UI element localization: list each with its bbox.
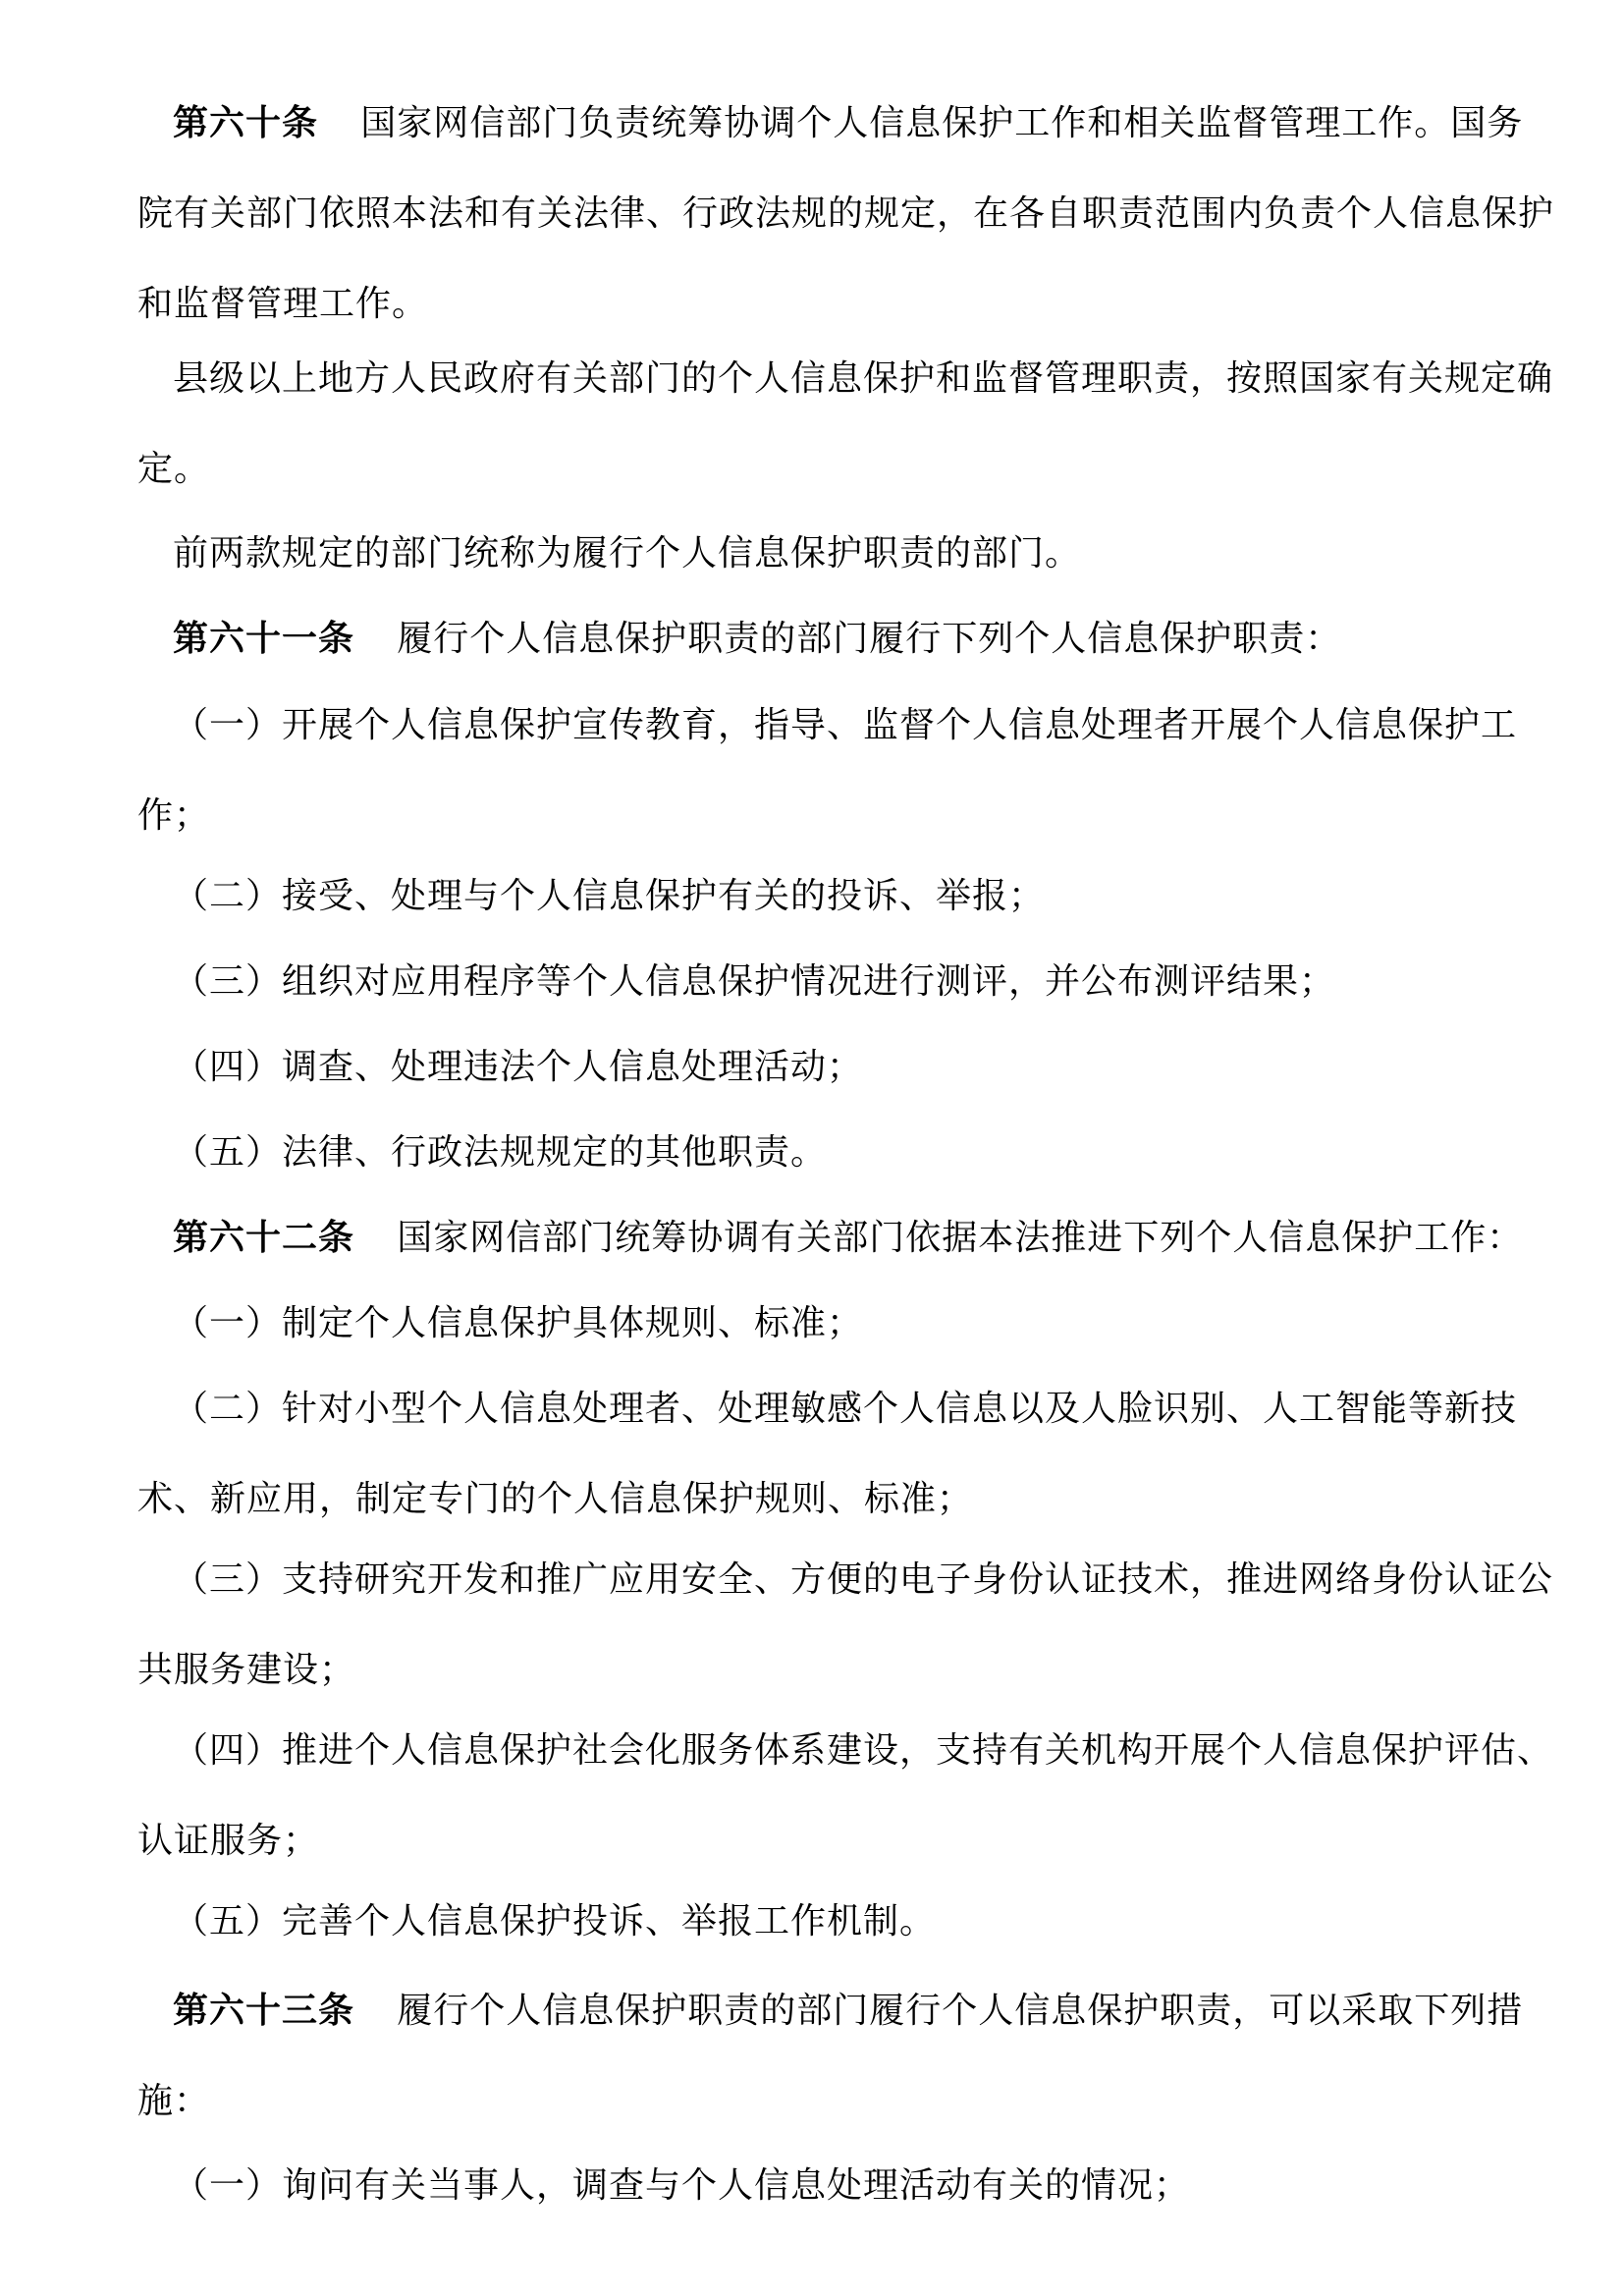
article-60-paragraph-2: [137, 334, 1558, 515]
article-61-text-1: 履行个人信息保护职责的部门履行下列个人信息保护职责：: [397, 619, 1342, 659]
article-63-item-1-text: （一）询问有关当事人，调查与个人信息处理活动有关的情况；: [173, 2165, 1191, 2206]
article-62-item-1-text: （一）制定个人信息保护具体规则、标准；: [173, 1303, 864, 1343]
article-61-item-1-text: （一）开展个人信息保护宣传教育，指导、监督个人信息处理者开展个人信息保护工作；: [137, 705, 1518, 836]
article-62-paragraph-1: [137, 1193, 1558, 1284]
article-61-item-2: [137, 851, 1558, 942]
article-61-item-4-text: （四）调查、处理违法个人信息处理活动；: [173, 1047, 864, 1087]
article-62-item-3: [137, 1535, 1558, 1716]
article-62-item-4: [137, 1706, 1561, 1886]
article-62-item-2: [137, 1364, 1558, 1545]
article-62-item-2-text: （二）针对小型个人信息处理者、处理敏感个人信息以及人脸识别、人工智能等新技术、新应用，制定专门的个人信息保护规则、标准；: [137, 1389, 1518, 1519]
article-61-item-3: [137, 937, 1558, 1027]
article-61-item-4: [137, 1022, 1558, 1113]
article-62-item-3-text: （三）支持研究开发和推广应用安全、方便的电子身份认证技术，推进网络身份认证公共服务建设；: [137, 1559, 1554, 1690]
article-61-paragraph-1: [137, 594, 1558, 684]
article-62-item-4-text: （四）推进个人信息保护社会化服务体系建设，支持有关机构开展个人信息保护评估、认证服务；: [137, 1730, 1554, 1861]
article-61-item-3-text: （三）组织对应用程序等个人信息保护情况进行测评，并公布测评结果；: [173, 961, 1336, 1002]
article-61-item-5-text: （五）法律、行政法规规定的其他职责。: [173, 1132, 828, 1173]
article-63-item-1: [137, 2141, 1558, 2231]
article-63-paragraph-1: [137, 1966, 1558, 2147]
article-63-text-1: 履行个人信息保护职责的部门履行个人信息保护职责，可以采取下列措施：: [137, 1991, 1524, 2121]
article-60-paragraph-3: [137, 509, 1558, 599]
article-60-text-2: 县级以上地方人民政府有关部门的个人信息保护和监督管理职责，按照国家有关规定确定。: [137, 358, 1554, 489]
article-60-text-1: 国家网信部门负责统筹协调个人信息保护工作和相关监督管理工作。国务院有关部门依照本法和有关法律、行政法规的规定，在各自职责范围内负责个人信息保护和监督管理工作。: [137, 103, 1555, 324]
article-60-text-3: 前两款规定的部门统称为履行个人信息保护职责的部门。: [173, 533, 1082, 574]
article-61-item-2-text: （二）接受、处理与个人信息保护有关的投诉、举报；: [173, 876, 1046, 916]
article-62-item-5-text: （五）完善个人信息保护投诉、举报工作机制。: [173, 1901, 937, 1941]
article-62-number: 第六十二条: [173, 1218, 355, 1258]
article-61-number: 第六十一条: [173, 619, 355, 659]
article-62-item-5: [137, 1877, 1558, 1967]
article-61-item-5: [137, 1108, 1558, 1198]
article-61-item-1: [137, 681, 1558, 861]
article-63-number: 第六十三条: [173, 1991, 355, 2031]
article-60-paragraph-1: [137, 79, 1558, 350]
article-62-item-1: [137, 1279, 1558, 1369]
article-60-number: 第六十条: [173, 103, 319, 143]
article-62-text-1: 国家网信部门统筹协调有关部门依据本法推进下列个人信息保护工作：: [397, 1218, 1524, 1258]
